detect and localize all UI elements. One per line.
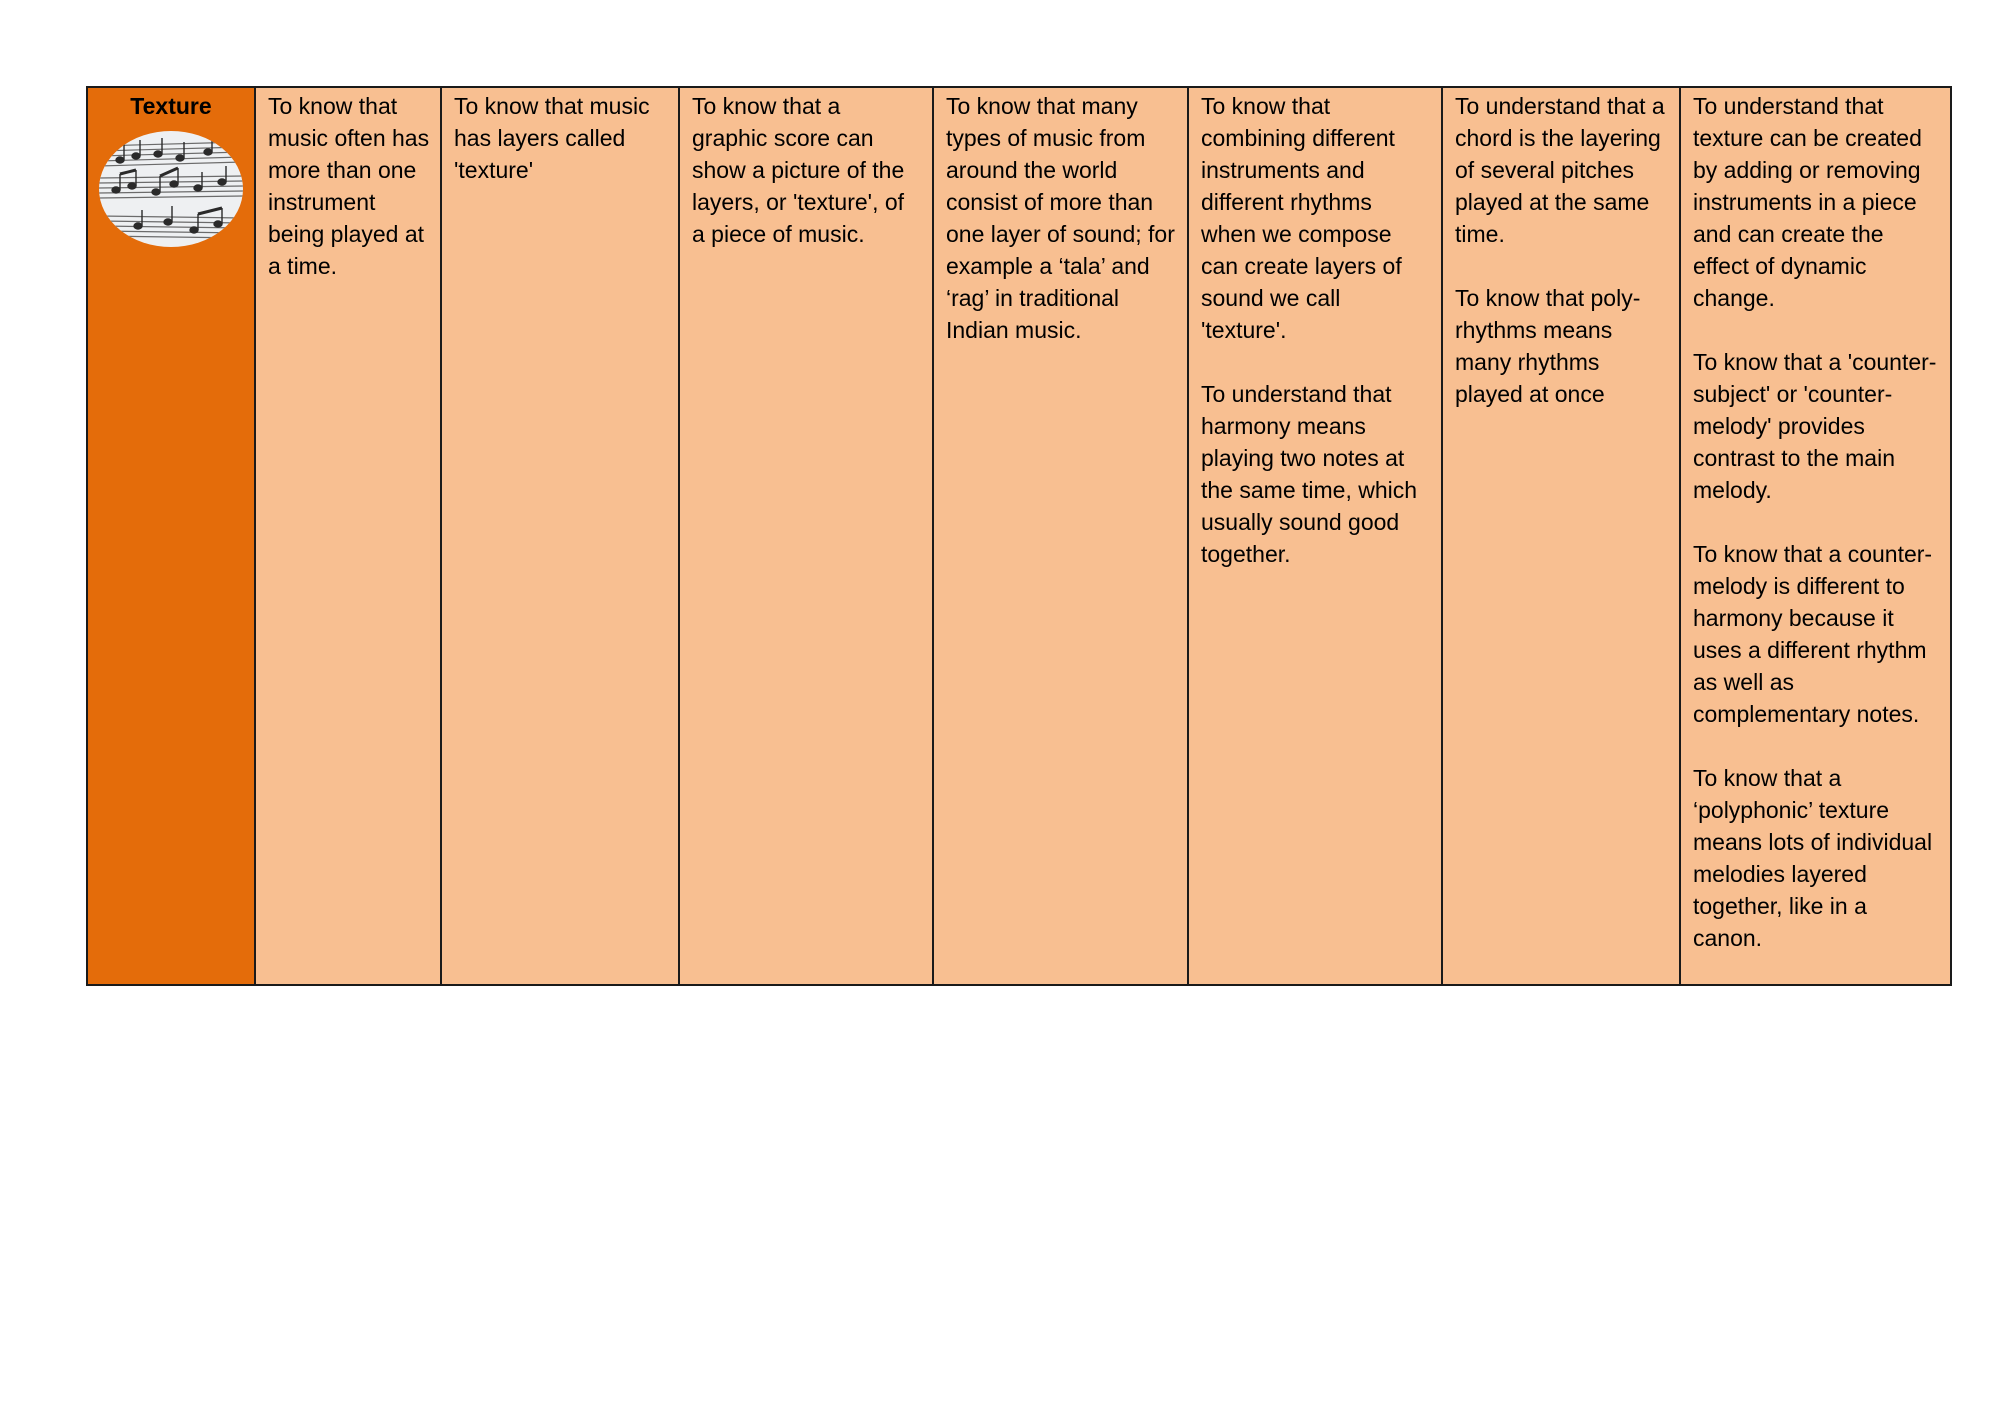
objective-text: To understand that a chord is the layering of several pitches played at the same time.	[1455, 93, 1665, 247]
objective-text: To know that music often has more than one instrument being played at a time.	[268, 93, 430, 279]
objective-cell-5	[1188, 87, 1442, 985]
objective-text: To know that music has layers called 'texture'	[454, 93, 650, 183]
texture-row	[87, 87, 1951, 985]
objective-text: To know that a 'counter-subject' or 'counter-melody' provides contrast to the main melody.	[1693, 349, 1937, 503]
objective-text: To know that a graphic score can show a picture of the layers, or 'texture', of a piece of music.	[692, 93, 905, 247]
objective-text: To know that combining different instruments and different rhythms when we compose can create layers of sound we call 'texture'.	[1201, 93, 1402, 343]
texture-table	[86, 86, 1952, 986]
objective-text: To know that many types of music from around the world consist of more than one layer of sound; for example a ‘tala’ and ‘rag’ in traditional Indian music.	[946, 93, 1175, 343]
objective-cell-2	[441, 87, 679, 985]
objective-cell-3	[679, 87, 933, 985]
objective-cell-6	[1442, 87, 1680, 985]
row-label-cell	[87, 87, 255, 985]
objective-text: To know that a ‘polyphonic’ texture means lots of individual melodies layered together, like in a canon.	[1693, 765, 1933, 951]
objective-text: To know that poly-rhythms means many rhythms played at once	[1455, 285, 1641, 407]
objective-text: To know that a counter-melody is different to harmony because it uses a different rhythm as well as complementary notes.	[1693, 541, 1933, 727]
objective-cell-1	[255, 87, 441, 985]
sheet-music-icon	[98, 130, 244, 248]
objective-cell-4	[933, 87, 1188, 985]
objective-text: To understand that harmony means playing two notes at the same time, which usually sound good together.	[1201, 381, 1418, 567]
objective-text: To understand that texture can be created by adding or removing instruments in a piece and can create the effect of dynamic change.	[1693, 93, 1922, 311]
objective-cell-7	[1680, 87, 1951, 985]
row-label: Texture	[130, 93, 212, 119]
